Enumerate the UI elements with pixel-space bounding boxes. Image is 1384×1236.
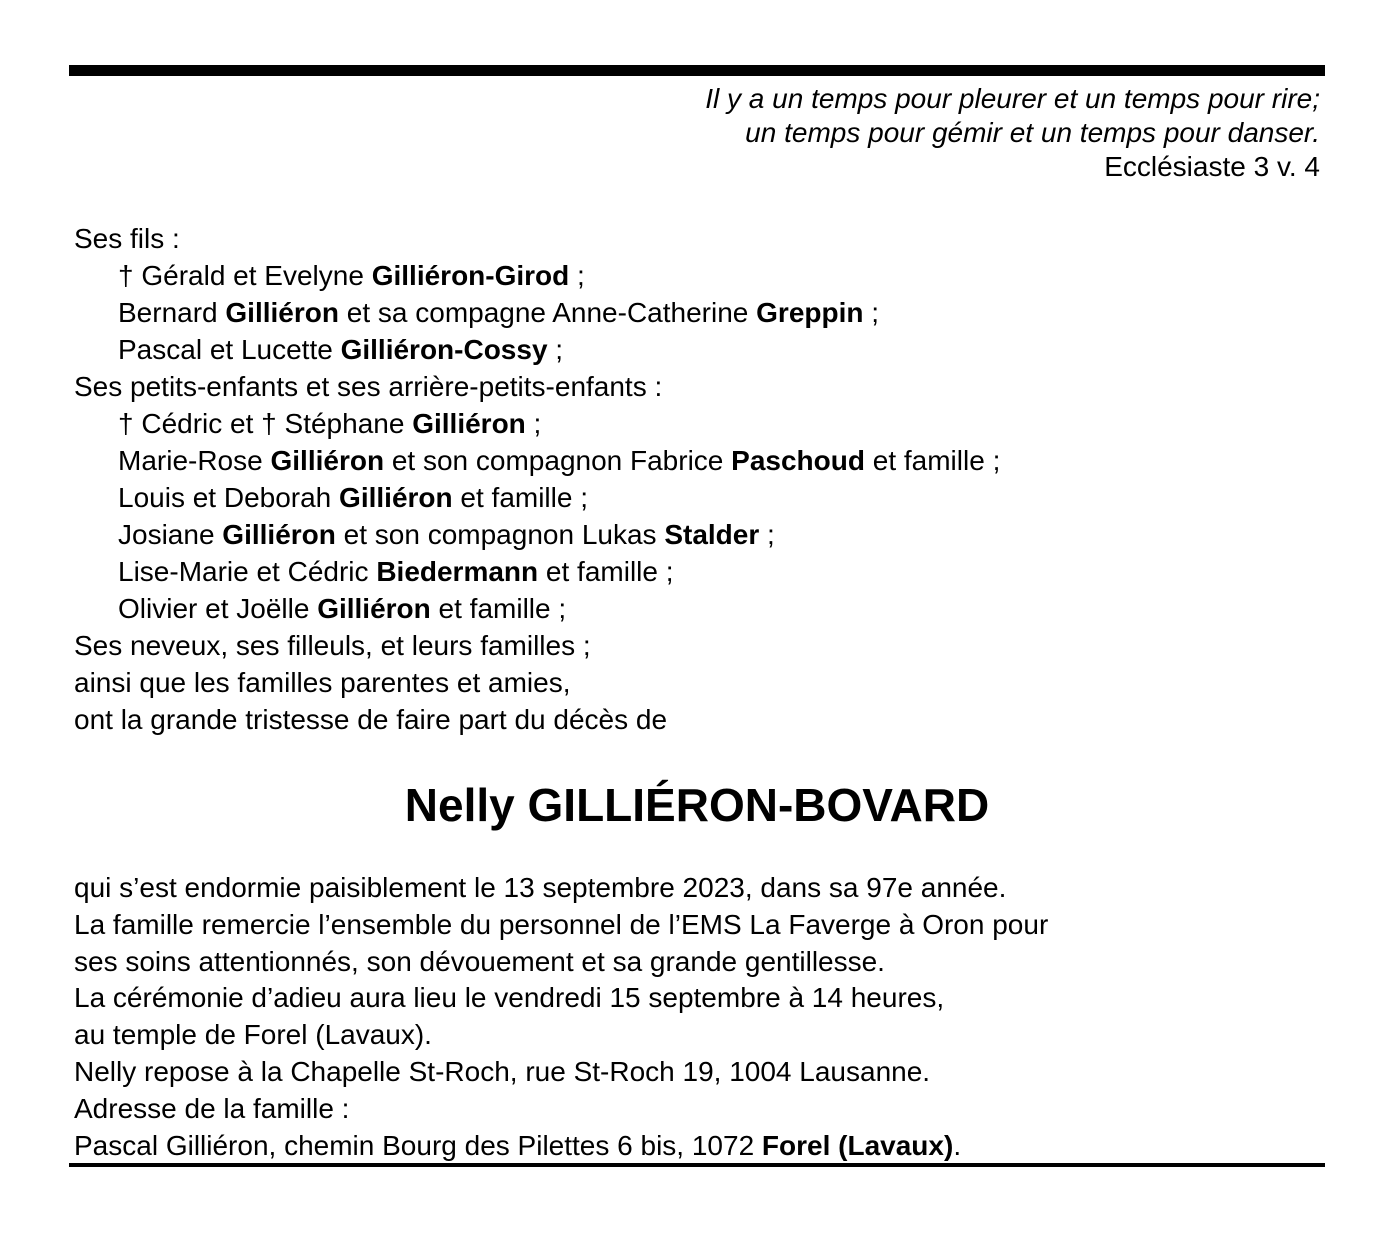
closing-details (74, 870, 1048, 1164)
announcement-line: ont la grande tristesse de faire part du décès de (74, 704, 668, 735)
epigraph-line-1: Il y a un temps pour pleurer et un temps pour rire; (705, 83, 1320, 114)
rest-location-line: Nelly repose à la Chapelle St-Roch, rue St-Roch 19, 1004 Lausanne. (74, 1055, 931, 1087)
grandchild-entry: Marie-Rose Gilliéron et son compagnon Fabrice Paschoud et famille ; (118, 445, 1001, 476)
grandchild-entry: Louis et Deborah Gilliéron et famille ; (118, 482, 589, 513)
death-date-line: qui s’est endormie paisiblement le 13 septembre 2023, dans sa 97e année. (74, 872, 1007, 903)
ceremony-line-1: La cérémonie d’adieu aura lieu le vendredi 15 septembre à 14 heures, (74, 982, 945, 1014)
family-address: Pascal Gilliéron, chemin Bourg des Pilettes 6 bis, 1072 Forel (Lavaux). (74, 1129, 962, 1161)
grandchild-entry: † Cédric et † Stéphane Gilliéron ; (118, 408, 542, 439)
address-heading: Adresse de la famille : (74, 1092, 350, 1124)
grandchild-entry: Josiane Gilliéron et son compagnon Lukas Stalder ; (118, 519, 775, 550)
thanks-line-2: ses soins attentionnés, son dévouement et sa grande gentillesse. (74, 945, 885, 977)
son-entry: † Gérald et Evelyne Gilliéron-Girod ; (118, 260, 585, 291)
son-entry: Bernard Gilliéron et sa compagne Anne-Catherine Greppin ; (118, 297, 880, 328)
grandchild-entry: Olivier et Joëlle Gilliéron et famille ; (118, 593, 567, 624)
sons-heading: Ses fils : (74, 223, 180, 254)
thanks-line-1: La famille remercie l’ensemble du personnel de l’EMS La Faverge à Oron pour (74, 908, 1049, 940)
epigraph-reference: Ecclésiaste 3 v. 4 (1104, 151, 1320, 182)
grandchildren-heading: Ses petits-enfants et ses arrière-petits-enfants : (74, 371, 663, 402)
family-list (74, 220, 1000, 738)
bottom-rule (69, 1163, 1325, 1167)
ceremony-line-2: au temple de Forel (Lavaux). (74, 1019, 432, 1051)
grandchild-entry: Lise-Marie et Cédric Biedermann et famille ; (118, 556, 674, 587)
epigraph (705, 82, 1320, 184)
epigraph-line-2: un temps pour gémir et un temps pour danser. (745, 117, 1320, 148)
deceased-name: Nelly GILLIÉRON-BOVARD (404, 779, 990, 831)
nephews-line: Ses neveux, ses filleuls, et leurs familles ; (74, 630, 591, 661)
relatives-line: ainsi que les familles parentes et amies, (74, 667, 571, 698)
top-rule (69, 65, 1325, 76)
son-entry: Pascal et Lucette Gilliéron-Cossy ; (118, 334, 564, 365)
